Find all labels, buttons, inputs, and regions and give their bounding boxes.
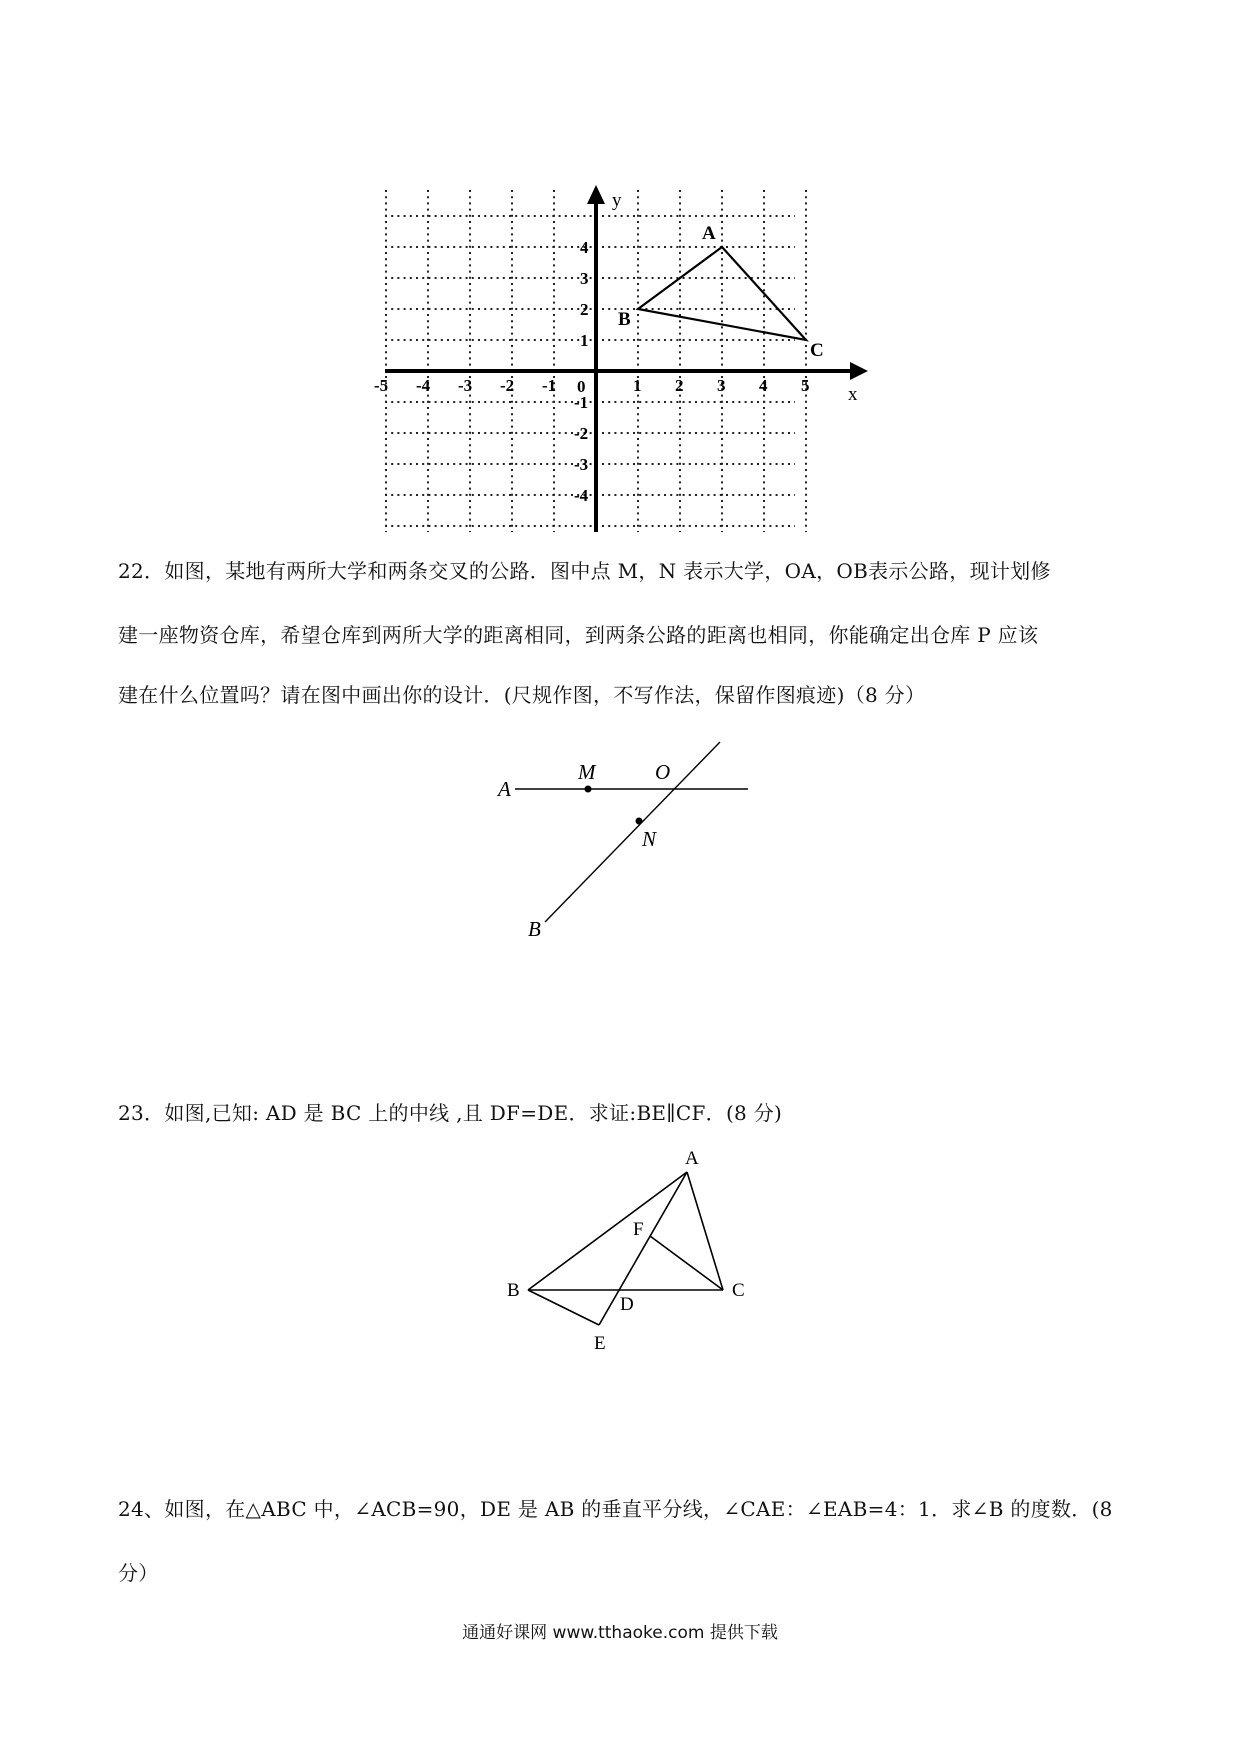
x-tick-label: 3	[717, 376, 726, 395]
x-tick-label: -5	[374, 376, 389, 395]
x-tick-label: -4	[416, 376, 431, 395]
x-tick-label: 1	[633, 376, 642, 395]
page-footer: 通通好课网 www.tthaoke.com 提供下载	[462, 1623, 778, 1643]
y-tick-label: 3	[580, 269, 589, 288]
q22-line-3: 建在什么位置吗？请在图中画出你的设计．(尺规作图，不写作法，保留作图痕迹)（8 分）	[118, 683, 926, 707]
y-tick-label: 1	[580, 331, 589, 350]
label-a: A	[685, 1148, 699, 1169]
point-n	[636, 818, 643, 825]
segment-ac	[687, 1172, 723, 1290]
coordinate-grid-figure	[370, 180, 870, 540]
y-tick-label: -2	[574, 424, 589, 443]
x-tick-label: 2	[675, 376, 684, 395]
q22-figure	[490, 735, 770, 945]
y-tick-label: -3	[574, 455, 589, 474]
q23-statement: 23．如图,已知: AD 是 BC 上的中线 ,且 DF=DE．求证:BE∥CF．(8 分)	[118, 1101, 783, 1125]
label-m: M	[578, 760, 596, 784]
q24-line-1: 24、如图，在△ABC 中，∠ACB=90，DE 是 AB 的垂直平分线，∠CAE：∠EAB=4：1．求∠B 的度数．(8	[118, 1497, 1113, 1521]
x-tick-label: 5	[801, 376, 810, 395]
q22-line-2: 建一座物资仓库，希望仓库到两所大学的距离相同，到两条公路的距离也相同，你能确定出仓库 P 应该	[118, 623, 1039, 647]
label-e: E	[594, 1333, 606, 1354]
q23-figure	[495, 1145, 765, 1355]
y-axis-arrow	[587, 185, 605, 204]
x-tick-label: -2	[500, 376, 515, 395]
label-f: F	[633, 1219, 644, 1240]
y-tick-label: -1	[574, 393, 589, 412]
vertex-label-b: B	[618, 309, 631, 330]
y-tick-label: -4	[574, 486, 589, 505]
q22-line-1: 22．如图，某地有两所大学和两条交叉的公路．图中点 M，N 表示大学，OA，OB表示公路，现计划修	[118, 559, 1051, 583]
label-c: C	[732, 1280, 745, 1301]
label-n: N	[642, 827, 657, 851]
triangle-abc	[638, 247, 806, 340]
label-b: B	[507, 1280, 520, 1301]
origin-label: 0	[577, 377, 586, 396]
y-axis-label: y	[612, 190, 622, 211]
q24-line-2: 分）	[118, 1561, 159, 1585]
label-o: O	[655, 760, 671, 784]
road-ob	[545, 742, 720, 922]
y-tick-label: 4	[580, 238, 589, 257]
x-tick-label: -3	[458, 376, 473, 395]
segment-ab	[528, 1172, 687, 1290]
point-m	[585, 786, 592, 793]
vertex-label-a: A	[702, 223, 716, 244]
x-axis-label: x	[848, 384, 858, 405]
label-b: B	[528, 917, 541, 941]
x-tick-labels	[374, 376, 810, 395]
x-axis-arrow	[850, 362, 868, 380]
vertex-label-c: C	[810, 340, 824, 361]
x-tick-label: 4	[759, 376, 768, 395]
label-a: A	[498, 777, 511, 801]
label-d: D	[620, 1294, 634, 1315]
y-tick-label: 2	[580, 300, 589, 319]
segment-ae	[599, 1172, 687, 1325]
x-tick-label: -1	[542, 376, 557, 395]
segment-be	[528, 1290, 599, 1325]
segment-fc	[650, 1236, 723, 1290]
